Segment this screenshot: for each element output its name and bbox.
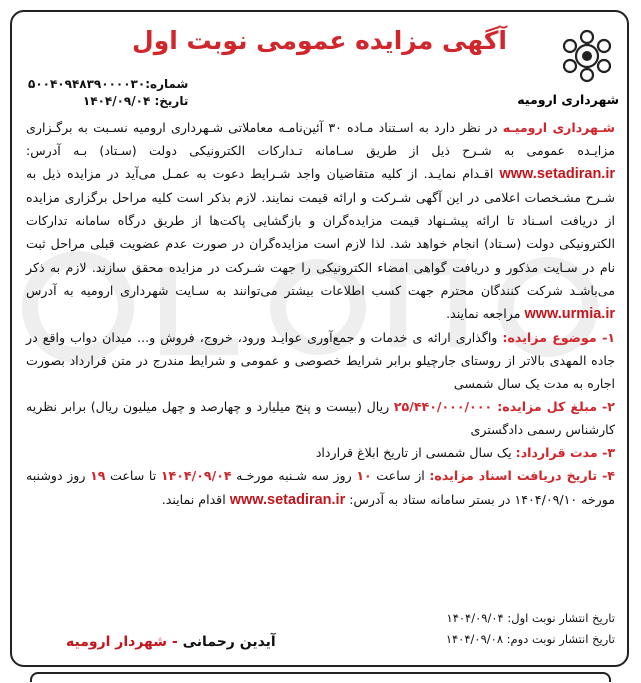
next-notice-edge	[30, 672, 611, 682]
signature	[66, 632, 276, 653]
organization-name: شهرداری ارومیه	[517, 92, 619, 107]
first-publication-date: تاریخ انتشار نوبت اول: ۱۴۰۴/۰۹/۰۴	[446, 611, 615, 625]
number-value: ۵۰۰۴۰۹۴۸۳۹۰۰۰۰۳۰	[28, 77, 146, 91]
docs-date-1: ۱۴۰۴/۰۹/۰۴	[160, 468, 232, 484]
item-duration	[26, 441, 615, 464]
docs-text-3: تا ساعت	[105, 468, 161, 484]
duration-text: یک سال شمسی از تاریخ ابلاغ قرارداد	[315, 445, 516, 461]
signer-name: آیدین رحمانی	[182, 634, 276, 650]
docs-text-5: اقدام نمایند.	[161, 491, 230, 507]
notice-title: آگهی مزایده عمومی نوبت اول	[132, 26, 507, 55]
docs-hour-1: ۱۰	[356, 468, 372, 484]
docs-hour-2: ۱۹	[90, 468, 106, 484]
duration-label: ۳- مدت قرارداد:	[515, 445, 615, 461]
notice-body	[26, 116, 615, 512]
notice-frame	[10, 10, 629, 667]
subject-text: واگذاری ارائه ی خدمات و جمع‌آوری عوایـد ورود، خروج، فروش و... میدان دواب واقع در جاده المهدی بالاتر از روستای جارچیلو برابر شرایط خصوصی و عمومی و شرایط مندرج در متن قرارداد بصورت اجاره به مدت یک سال شمسی	[26, 329, 615, 392]
urmia-link[interactable]: www.urmia.ir	[524, 305, 615, 322]
letter-date	[28, 93, 188, 110]
number-label: شماره:	[145, 77, 189, 91]
price-text: ریال (بیست و پنج میلیارد و چهارصد و چهل میلیون ریال) برابر نظریه کارشناس رسمی دادگستری	[26, 399, 615, 438]
publication-dates	[446, 608, 615, 650]
docs-text-2: روز سه شـنبه مورخـه	[231, 468, 357, 484]
price-label: ۲- مبلغ کل مزایده:	[497, 399, 615, 415]
date-value: ۱۴۰۴/۰۹/۰۴	[82, 94, 151, 108]
item-subject	[26, 326, 615, 395]
subject-label: ۱- موضوع مزایده:	[502, 329, 616, 345]
intro-text-1: در نظر دارد به اسـتناد مـاده ۳۰ آئین‌نامـه معاملاتی شـهرداری ارومیه نسـبت به برگـزاری مزایـده عمومی به شـرح ذیل از طریق سـامانه تـدارکات الکترونیکی دولت (سـتاد) بـه آدرس:	[26, 120, 615, 159]
item-price	[26, 395, 615, 441]
intro-paragraph	[26, 116, 615, 326]
docs-label: ۴- تاریخ دریافت اسناد مزایده:	[429, 468, 615, 484]
docs-text-4: روز دوشنبه مورخه ۱۴۰۴/۰۹/۱۰ در بستر سامانه ستاد به آدرس:	[26, 468, 615, 507]
setadiran-link[interactable]: www.setadiran.ir	[499, 166, 615, 183]
date-label: تاریخ:	[154, 94, 189, 108]
notice-header	[12, 12, 627, 116]
second-publication-date: تاریخ انتشار نوبت دوم: ۱۴۰۴/۰۹/۰۸	[445, 632, 615, 646]
item-documents	[26, 464, 615, 511]
intro-org: شـهرداری ارومیـه	[502, 120, 615, 135]
price-value: ۲۵/۴۴۰/۰۰۰/۰۰۰	[393, 399, 498, 415]
notice-meta	[28, 76, 188, 110]
docs-setadiran-link[interactable]: www.setadiran.ir	[229, 491, 346, 508]
docs-text-1: از ساعت	[371, 468, 430, 484]
signer-title: شهردار ارومیه	[66, 634, 168, 650]
intro-text-2: اقـدام نمایـد. از کلیه متقاضیان واجد شـرایط دعوت به عمـل می‌آید در مزایده ذیل به شـرح مشـخصات اعلامی در این آگهی شـرکت و ارائه قیمت نمایند. لازم بذکر است کلیه مراحل برگزاری مزایده از دریافت اسـناد تا ارائه پیشـنهاد قیمت مزایده‌گران و بازگشایی پاکت‌ها از طریق درگاه سامانه تدارکات الکترونیکی دولت (سـتاد) انجام خواهد شد. لذا لازم است مزایده‌گران در صورت عدم عضویت قبلی مراحل ثبت نام در سـایت مذکور و دریافت گواهی امضاء الکترونیکی را جهت شـرکت در مزایده محقق سازند. لازم به ذکر می‌باشـد شرکت کنندگان محترم جهت کسب اطلاعات بیشتر می‌توانند به سـایت شهرداری ارومیه به آدرس	[26, 166, 615, 298]
letter-number	[28, 76, 188, 93]
signer-separator: -	[167, 634, 183, 650]
intro-text-3: مراجعه نمایند.	[446, 305, 525, 321]
